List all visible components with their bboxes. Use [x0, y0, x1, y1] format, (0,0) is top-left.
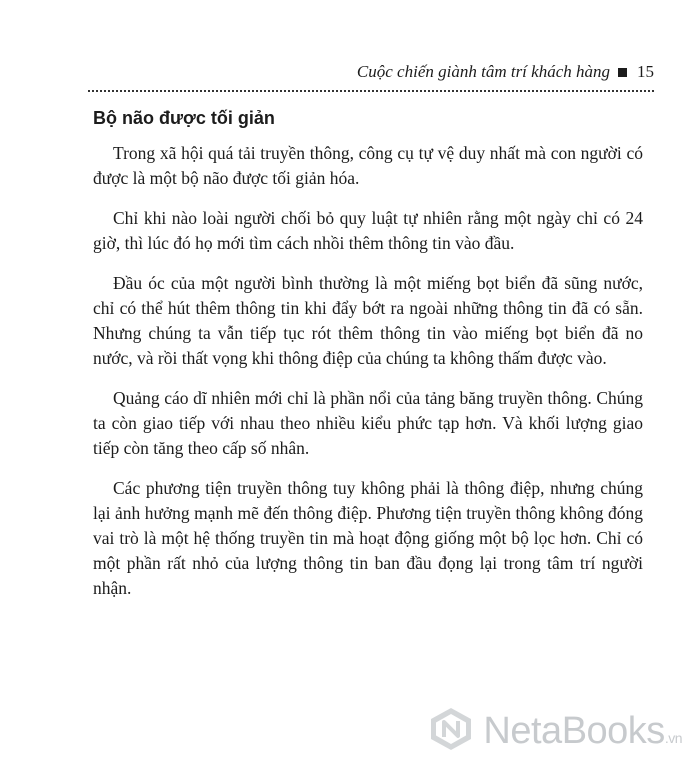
watermark — [427, 705, 682, 758]
paragraph: Trong xã hội quá tải truyền thông, công cụ tự vệ duy nhất mà con người có được là một bộ não được tối giản hóa. — [93, 143, 643, 188]
running-title: Cuộc chiến giành tâm trí khách hàng — [356, 62, 610, 81]
square-bullet-icon — [618, 68, 627, 77]
netabooks-logo-icon — [427, 705, 475, 758]
body-text — [93, 141, 643, 616]
header-dotted-rule — [88, 90, 654, 92]
running-header — [88, 62, 654, 86]
watermark-tld: .vn — [664, 730, 682, 746]
page-number: 15 — [637, 62, 654, 81]
section-heading: Bộ não được tối giản — [93, 108, 275, 128]
paragraph: Quảng cáo dĩ nhiên mới chỉ là phần nổi của tảng băng truyền thông. Chúng ta còn giao tiếp với nhau theo nhiều kiểu phức tạp hơn. Và khối lượng giao tiếp còn tăng theo cấp số nhân. — [93, 388, 643, 458]
watermark-brand: NetaBooks.vn — [483, 710, 682, 752]
paragraph: Chỉ khi nào loài người chối bỏ quy luật tự nhiên rằng một ngày chỉ có 24 giờ, thì lúc đó họ mới tìm cách nhồi thêm thông tin vào đầu. — [93, 208, 643, 253]
paragraph: Các phương tiện truyền thông tuy không phải là thông điệp, nhưng chúng lại ảnh hưởng mạnh mẽ đến thông điệp. Phương tiện truyền thông không đóng vai trò là một hệ thống truyền tin mà hoạt động giống một bộ lọc hơn. Chỉ có một phần rất nhỏ của lượng thông tin ban đầu đọng lại trong tâm trí người nhận. — [93, 478, 643, 598]
paragraph: Đầu óc của một người bình thường là một miếng bọt biển đã sũng nước, chỉ có thể hút thêm thông tin khi đẩy bớt ra ngoài những thông tin đã có sẵn. Nhưng chúng ta vẫn tiếp tục rót thêm thông tin vào miếng bọt biển đã no nước, và rồi thất vọng khi thông điệp của chúng ta không thấm được vào. — [93, 273, 643, 368]
